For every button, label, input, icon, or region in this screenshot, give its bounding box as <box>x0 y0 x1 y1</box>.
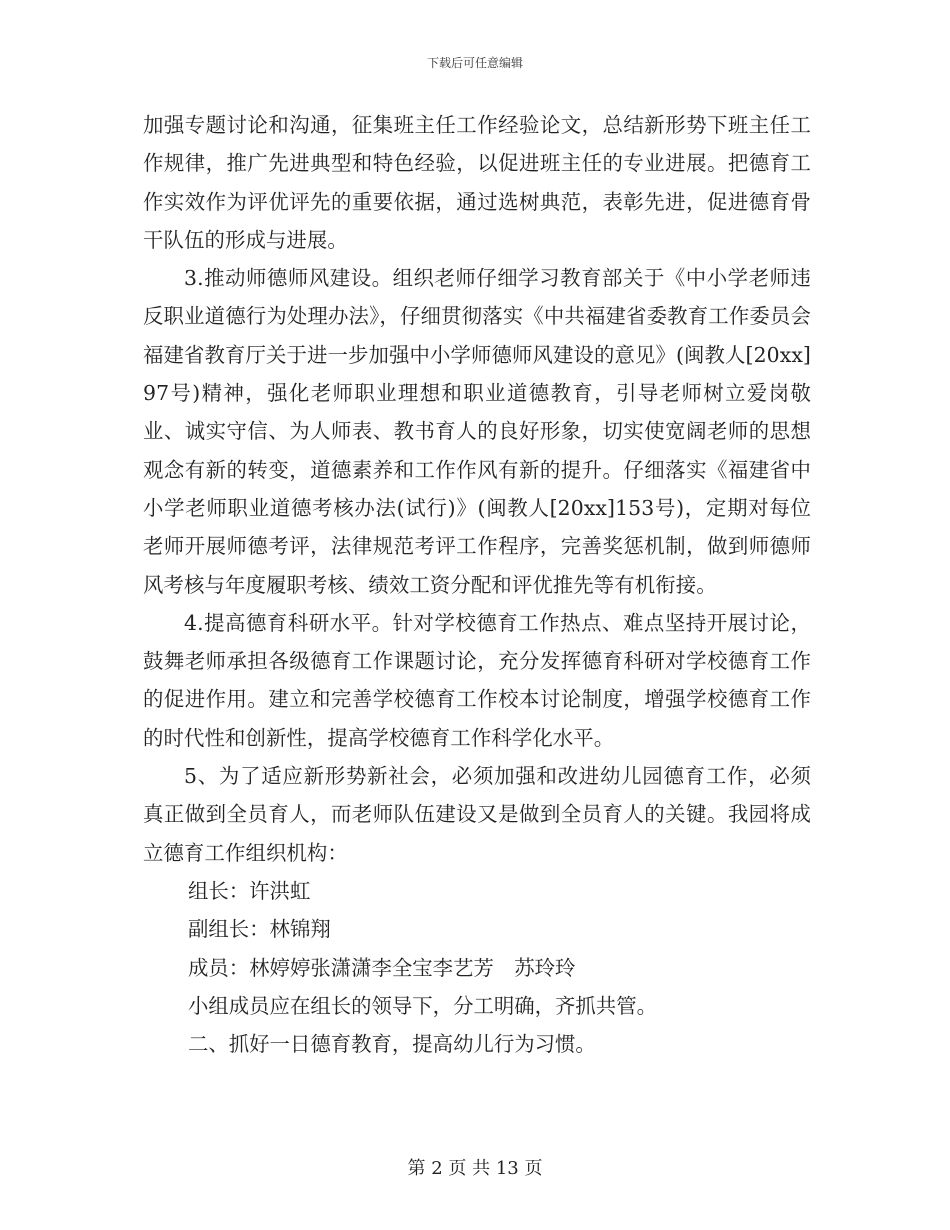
paragraph-continuation: 加强专题讨论和沟通，征集班主任工作经验论文，总结新形势下班主任工作规律，推广先进典型和特色经验，以促进班主任的专业进展。把德育工作实效作为评优评先的重要依据，通过选树典范，表彰先进，促进德育骨干队伍的形成与进展。 <box>143 113 811 252</box>
paragraph-item-5: 5、为了适应新形势新社会，必须加强和改进幼儿园德育工作，必须真正做到全员育人，而老师队伍建设又是做到全员育人的关键。我园将成立德育工作组织机构： <box>143 764 811 865</box>
group-leader-line: 组长：许洪虹 <box>188 878 311 903</box>
section-heading-2: 二、抓好一日德育教育，提高幼儿行为习惯。 <box>188 1032 596 1057</box>
group-duty-line: 小组成员应在组长的领导下，分工明确，齐抓共管。 <box>188 993 657 1018</box>
page-number: 第 2 页 共 13 页 <box>407 1158 543 1179</box>
members-line: 成员：林婷婷张潇潇李全宝李艺芳 苏玲玲 <box>188 955 576 980</box>
document-body <box>143 106 811 1063</box>
paragraph-item-4: 4.提高德育科研水平。针对学校德育工作热点、难点坚持开展讨论，鼓舞老师承担各级德育工作课题讨论，充分发挥德育科研对学校德育工作的促进作用。建立和完善学校德育工作校本讨论制度，增强学校德育工作的时代性和创新性，提高学校德育工作科学化水平。 <box>143 610 811 750</box>
header-note: 下载后可任意编辑 <box>426 56 523 70</box>
deputy-leader-line: 副组长：林锦翔 <box>188 917 331 942</box>
paragraph-item-3: 3.推动师德师风建设。组织老师仔细学习教育部关于《中小学老师违反职业道德行为处理办法》，仔细贯彻落实《中共福建省委教育工作委员会 福建省教育厅关于进一步加强中小学师德师风建设的意见》(闽教人[20xx]97号)精神，强化老师职业理想和职业道德教育，引导老师树立爱岗敬业、诚实守信、为人师表、教书育人的良好形象，切实使宽阔老师的思想观念有新的转变，道德素养和工作作风有新的提升。仔细落实《福建省中小学老师职业道德考核办法(试行)》(闽教人[20xx]153号)，定期对每位老师开展师德考评，法律规范考评工作程序，完善奖惩机制，做到师德师风考核与年度履职考核、绩效工资分配和评优推先等有机衔接。 <box>143 266 811 597</box>
